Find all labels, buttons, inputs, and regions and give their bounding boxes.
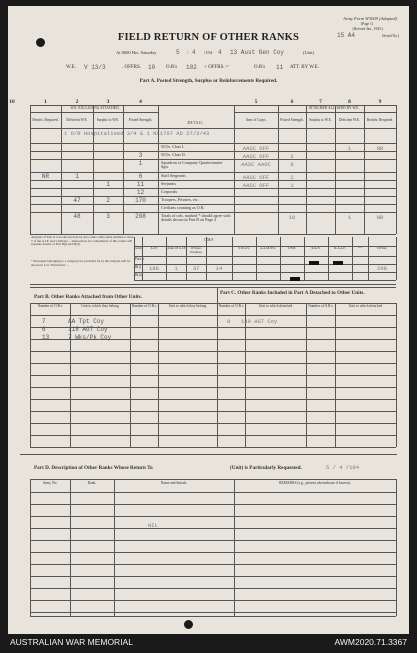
- analysis-header: TOTAL: [376, 246, 388, 250]
- part-c-column-rule: [217, 303, 218, 447]
- analysis-rule: [134, 272, 396, 273]
- row-detail-label: Totals of cols. marked * should agree with details shown in Part B on Page 2: [161, 212, 231, 222]
- analysis-value: 1: [174, 265, 178, 272]
- unit-label: (Unit): [303, 50, 314, 55]
- group-rule: [234, 112, 396, 113]
- punch-hole: [184, 620, 193, 629]
- analysis-header: 18 Years Voluntary: [189, 246, 203, 254]
- group-attached-allowed: ATTACHED ALLOWED BY W.E.: [308, 106, 360, 110]
- row-detail-label: W.Os. Class I.: [161, 143, 185, 149]
- cell-value: 3: [106, 213, 110, 220]
- dashed-separator: [20, 454, 397, 455]
- cell-value: AASC AAOC: [241, 160, 271, 168]
- column-number: 7: [319, 99, 322, 105]
- list-row-rule: [30, 387, 396, 388]
- group-rule: [30, 112, 158, 113]
- part-d-row-rule: [30, 612, 396, 613]
- part-d-row-rule: [30, 576, 396, 577]
- year-digit: 4: [218, 49, 222, 56]
- serial-value: 15 A4: [336, 32, 355, 39]
- column-rule: [61, 105, 62, 234]
- part-d-header: Rank.: [87, 481, 97, 485]
- footer-accession: AWM2020.71.3367: [334, 637, 407, 647]
- analysis-rule: [134, 256, 396, 257]
- serial-label: (Serial No.): [382, 34, 399, 38]
- part-c-header: Unit to which detached: [258, 304, 293, 308]
- analysis-column-rule: [396, 237, 397, 280]
- analysis-column-rule: [206, 237, 207, 280]
- analysis-column-rule: [134, 237, 135, 280]
- list-row-rule: [30, 399, 396, 400]
- part-d-column-rule: [30, 479, 31, 616]
- part-c-header: Number of O.R.s: [218, 304, 244, 308]
- analysis-column-rule: [232, 237, 233, 280]
- typed-note-line: 1 O/R Hospitalised 3/4 & 1 NX1707 AD 27/3/43: [64, 130, 210, 137]
- part-c-column-rule: [335, 303, 336, 447]
- analysis-row-label: Part A: [135, 257, 145, 261]
- row-detail-label: Squadron or Company Quartermaster Sgts.: [161, 159, 223, 169]
- cell-value: 2: [106, 197, 110, 204]
- analysis-column-rule: [256, 237, 257, 280]
- part-d-row-rule: [30, 528, 396, 529]
- section-rule: [30, 287, 396, 288]
- part-c-header: Number of O.R.s: [308, 304, 333, 308]
- part-c-column-rule: [396, 303, 397, 447]
- column-header: Surplus to W.E.: [96, 118, 120, 122]
- cell-value: NR: [41, 173, 50, 180]
- column-rule: [278, 105, 279, 234]
- part-c-column-rule: [306, 303, 307, 447]
- cell-value: 208: [135, 213, 146, 220]
- part-d-column-rule: [234, 479, 235, 616]
- analysis-note: Analysis of Part A to be shown here by ALL units. Only units entitled to more, 7 of the A.I.F. and Civilians ... instructions for compilation of this return will separate details of Part B(i) and B(ii).: [31, 235, 135, 247]
- part-b-unit: 7 Wks/Pk Coy: [68, 334, 112, 341]
- analysis-row-label: B(i): [135, 265, 141, 269]
- cell-value: 2: [290, 173, 294, 181]
- analysis-header: Detail: [134, 246, 142, 250]
- ors-label: O.R's: [166, 65, 178, 70]
- cell-value: 47: [73, 197, 81, 204]
- analysis-value: 186: [149, 265, 159, 272]
- cell-value: 11: [136, 181, 145, 188]
- cell-value: 1: [138, 160, 143, 167]
- row-detail-label: Troopers, Privates, etc.: [161, 196, 199, 202]
- row-detail-label: Civilians counting as O.R.: [161, 204, 205, 210]
- part-b-number: 7: [42, 318, 46, 325]
- date-month: 4: [192, 49, 196, 56]
- column-number: 1: [44, 99, 47, 105]
- list-row-rule: [30, 375, 396, 376]
- cell-value: 48: [73, 213, 81, 220]
- plus-offrs-label: + OFFRS. =: [204, 65, 229, 70]
- part-d-header-rule: [30, 492, 396, 493]
- analysis-column-rule: [368, 237, 369, 280]
- group-we-excluding: W.E. EXCLUDING ATTACHED.: [70, 106, 120, 110]
- column-header: Reinfts. Required.: [366, 118, 394, 122]
- redaction-block: [333, 261, 343, 265]
- cell-value: AASC OFF: [242, 144, 270, 152]
- column-rule: [335, 105, 336, 234]
- cell-value: 1: [106, 181, 110, 188]
- cell-value: NR: [376, 144, 384, 152]
- part-d-row-rule: [30, 600, 396, 601]
- analysis-column-rule: [186, 237, 187, 280]
- part-d-title-start: Part D. Description of Other Ranks Whose Return To: [34, 465, 153, 471]
- part-d-entry: NIL: [148, 522, 158, 529]
- list-row-rule: [30, 435, 396, 436]
- row-detail-label: W.Os. Class II.: [161, 151, 186, 157]
- part-b-column-rule: [30, 303, 31, 447]
- part-d-row-rule: [30, 540, 396, 541]
- column-rule: [364, 105, 365, 234]
- analysis-header: R.A.A.F.: [334, 246, 346, 250]
- part-b-unit: AA Tpt Coy: [68, 318, 105, 325]
- ors-value: 102: [186, 64, 197, 71]
- part-d-date: 5 / 4 /194: [326, 464, 360, 471]
- part-c-number: 8: [227, 318, 231, 325]
- analysis-column-rule: [304, 237, 305, 280]
- form-sheet: Army Form W3009 (Adapted) (Page 1) (Revised Jan., 1943.) 15 A4 (Serial No.) FIELD RETURN OF OTHER RANKS At 0600 Hrs. Saturday 5 / 4 /194 4 13 Aust Gen Coy (Unit) W.E. V 13/3 . OFFRS. 10 O.R's 102 + OFFRS. = O.R's 11 ATT. BY W.E. Part A. Posted Strength, Surplus or Reinforcements Required. 1 2 3 4 5 6 7 8 9 10 W.E. EXCLUDING ATTACHED. ATTACHED ALLOWED BY W.E. DETAIL. Reinfts. Required. Deficient W.E. Surplus to W.E. Posted Strength. Arm of Corps. Posted Strength. Surplus to W.E. Deficient W.E. Reinfts. Required. 1 O/R Hospitalised 3/4 & 1 NX1707 AD 27/3/43 W.Os. Class I. AASC OFF 1 NR W.Os. Class II. 3 AASC OFF 2 Squadron or Company Quartermaster Sgts. 1 AASC AAOC 6 Staff Sergeants NR 1 6 AASC OFF 2 Serjeants 1 11 AASC OFF 1 Corporals 12 Troopers, Privates, etc. 47 2 170 Civilians counting as O.R. Totals of cols. marked * should agree with details shown in Part B on Page 2 48 3 208 10 1 NR Analysis of Part A to be shown here by ALL units. Only units entitled to more, 7 of the A.I.F. and Civilians ... instructions for compilation of this return will separate details of Part B(i) and B(ii). * Personnel belonging to a category not provided for in the analysis will be shown in Col. 'Particulars' ... C.M.F. Detail A.I.F. Under 18 A.I.F. 18 Years Voluntary S.W.A.S. A.A.M.W.S. CIVIL R.A.N. R.A.A.F. * * TOTAL Part A B(i) 186 1 37 14 208 B(ii) Part B. Other Ranks Attached from Other Units. Part C. Other Ranks Included in Part A Detached to Other Units. Number of O.R.s Unit to which they belong Number of O.R.s Unit to which they belong Number of O.R.s Unit to which detached Number of O.R.s Unit to which detached 7 AA Tpt Coy 6 118 AGT Coy 13 7 Wks/Pk Coy 8 130 AGT Coy Part D. Description of Other Ranks Whose Return To (Unit) is Particularly Requested. 5 / 4 /194 Army No. Rank. Name and Initials. REMARKS (e.g., present whereabouts if known). NIL: [8, 6, 409, 634]
- analysis-header: A.I.F.: [150, 246, 158, 250]
- we-value: V 13/3: [84, 64, 106, 71]
- cell-value: AASC OFF: [242, 152, 270, 160]
- header-bottom-rule: [30, 128, 396, 129]
- part-b-column-rule: [158, 303, 159, 447]
- offrs-value: 10: [148, 64, 156, 71]
- redaction-block: [309, 261, 319, 265]
- header-rule: [30, 315, 396, 316]
- cmf-label: C.M.F.: [204, 238, 214, 242]
- redaction-block: [290, 277, 300, 281]
- list-row-rule: [30, 363, 396, 364]
- part-c-header: Unit to which detached: [348, 304, 383, 308]
- row-detail-label: Staff Sergeants: [161, 172, 186, 178]
- part-d-row-rule: [30, 588, 396, 589]
- cell-value: 3: [138, 152, 143, 159]
- cell-value: 1: [347, 213, 352, 221]
- column-number: 3: [106, 99, 110, 105]
- cell-value: 1: [347, 144, 352, 152]
- cell-value: 1: [290, 181, 294, 189]
- column-header: Arm of Corps.: [245, 118, 267, 122]
- part-d-column-rule: [70, 479, 71, 616]
- column-rule: [396, 105, 397, 234]
- analysis-column-rule: [166, 237, 167, 280]
- part-d-header: REMARKS (e.g., present whereabouts if known).: [279, 481, 351, 485]
- column-number: 10: [9, 99, 15, 105]
- analysis-header: A.A.M.W.S.: [260, 246, 276, 250]
- cell-value: 6: [138, 173, 143, 180]
- column-rule: [234, 105, 235, 234]
- detail-column-header: DETAIL.: [187, 121, 205, 125]
- column-header: Surplus to W.E.: [309, 118, 332, 122]
- analysis-value: 208: [377, 265, 387, 272]
- list-row-rule: [30, 423, 396, 424]
- part-a-title: Part A. Posted Strength, Surplus or Reinforcements Required.: [139, 78, 278, 84]
- part-d-row-rule: [30, 504, 396, 505]
- page-title: FIELD RETURN OF OTHER RANKS: [117, 32, 300, 43]
- part-d-title-end: (Unit) is Particularly Requested.: [230, 465, 302, 471]
- revised-date: (Revised Jan., 1943.): [352, 27, 383, 31]
- column-rule: [93, 105, 94, 234]
- part-b-column-rule: [130, 303, 131, 447]
- column-number: 5: [254, 99, 258, 105]
- footer-credit: AUSTRALIAN WAR MEMORIAL: [10, 637, 133, 647]
- analysis-header: S.W.A.S.: [238, 246, 250, 250]
- part-b-title: Part B. Other Ranks Attached from Other Units.: [34, 294, 142, 300]
- section-rule: [30, 284, 396, 285]
- analysis-column-rule: [352, 237, 353, 280]
- cell-value: AASC OFF: [242, 181, 270, 189]
- ors2-label: O.R's: [254, 65, 266, 70]
- column-header: Posted Strength.: [280, 118, 304, 122]
- part-d-column-rule: [114, 479, 115, 616]
- list-row-rule: [30, 351, 396, 352]
- column-number: 8: [348, 99, 351, 105]
- analysis-column-rule: [328, 237, 329, 280]
- cell-value: 6: [290, 160, 294, 168]
- column-rule: [158, 105, 159, 234]
- column-header: Reinfts. Required.: [32, 118, 59, 122]
- analysis-header: * *: [358, 246, 362, 250]
- part-d-header: Name and Initials.: [160, 481, 188, 485]
- column-number: 9: [378, 99, 382, 105]
- cell-value: 2: [290, 152, 294, 160]
- cell-value: 10: [288, 213, 296, 221]
- part-b-header: Unit to which they belong: [168, 304, 207, 308]
- part-b-header: Number of O.R.s: [131, 304, 157, 308]
- page-number: (Page 1): [360, 22, 373, 26]
- date-day: 5: [176, 49, 180, 56]
- part-d-bottom-rule: [30, 616, 396, 617]
- column-header: Posted Strength.: [128, 118, 153, 122]
- part-b-number: 6: [42, 326, 46, 333]
- analysis-row-label: B(ii): [135, 273, 142, 277]
- cell-value: 1: [75, 173, 79, 180]
- part-b-header: Number of O.R.s: [37, 304, 63, 308]
- analysis-header: Under 18 A.I.F.: [166, 246, 186, 250]
- att-label: ATT. BY W.E.: [290, 65, 320, 70]
- part-c-title: Part C. Other Ranks Included in Part A Detached to Other Units.: [220, 290, 365, 296]
- analysis-value: 37: [192, 265, 200, 272]
- analysis-header: CIVIL: [287, 246, 297, 250]
- part-b-unit: 118 AGT Coy: [68, 326, 108, 333]
- column-number: 6: [290, 99, 294, 105]
- row-detail-label: Serjeants: [161, 180, 177, 186]
- part-c-unit: 130 AGT Coy: [241, 318, 278, 325]
- column-header: Deficient W.E.: [66, 118, 88, 122]
- part-d-row-rule: [30, 516, 396, 517]
- part-b-header: Unit to which they belong: [81, 304, 119, 308]
- part-d-column-rule: [396, 479, 397, 616]
- column-rule: [123, 105, 124, 234]
- at-line-label: At 0600 Hrs. Saturday: [116, 50, 157, 55]
- we-label: W.E.: [66, 65, 76, 70]
- analysis-rule: [134, 280, 396, 281]
- column-header: Deficient W.E.: [338, 118, 361, 122]
- part-b-number: 13: [42, 334, 50, 341]
- part-d-top-rule: [30, 479, 396, 480]
- column-rule: [30, 105, 31, 234]
- list-row-rule: [30, 411, 396, 412]
- cell-value: NR: [376, 213, 384, 221]
- year-prefix: /194: [204, 50, 213, 55]
- analysis-column-rule: [142, 237, 143, 280]
- unit-name: 13 Aust Gen Coy: [230, 49, 285, 56]
- column-number: 2: [75, 99, 79, 105]
- offrs-label: . OFFRS.: [122, 65, 142, 70]
- column-number: 4: [139, 99, 142, 105]
- form-id: Army Form W3009 (Adapted): [343, 16, 397, 21]
- part-d-header: Army No.: [42, 481, 58, 485]
- cell-value: 12: [136, 189, 145, 196]
- cell-value: AASC OFF: [242, 173, 270, 181]
- cell-value: 170: [135, 197, 146, 204]
- part-d-row-rule: [30, 552, 396, 553]
- row-detail-label: Corporals: [161, 188, 178, 194]
- personnel-note: * Personnel belonging to a category not provided for in the analysis will be shown in Col. 'Particulars' ...: [31, 259, 131, 267]
- analysis-header: R.A.N.: [311, 246, 321, 250]
- column-rule: [306, 105, 307, 234]
- ors2-value: 11: [276, 64, 284, 71]
- analysis-value: 14: [215, 265, 223, 272]
- part-d-row-rule: [30, 564, 396, 565]
- analysis-column-rule: [280, 237, 281, 280]
- section-bottom-rule: [30, 447, 396, 448]
